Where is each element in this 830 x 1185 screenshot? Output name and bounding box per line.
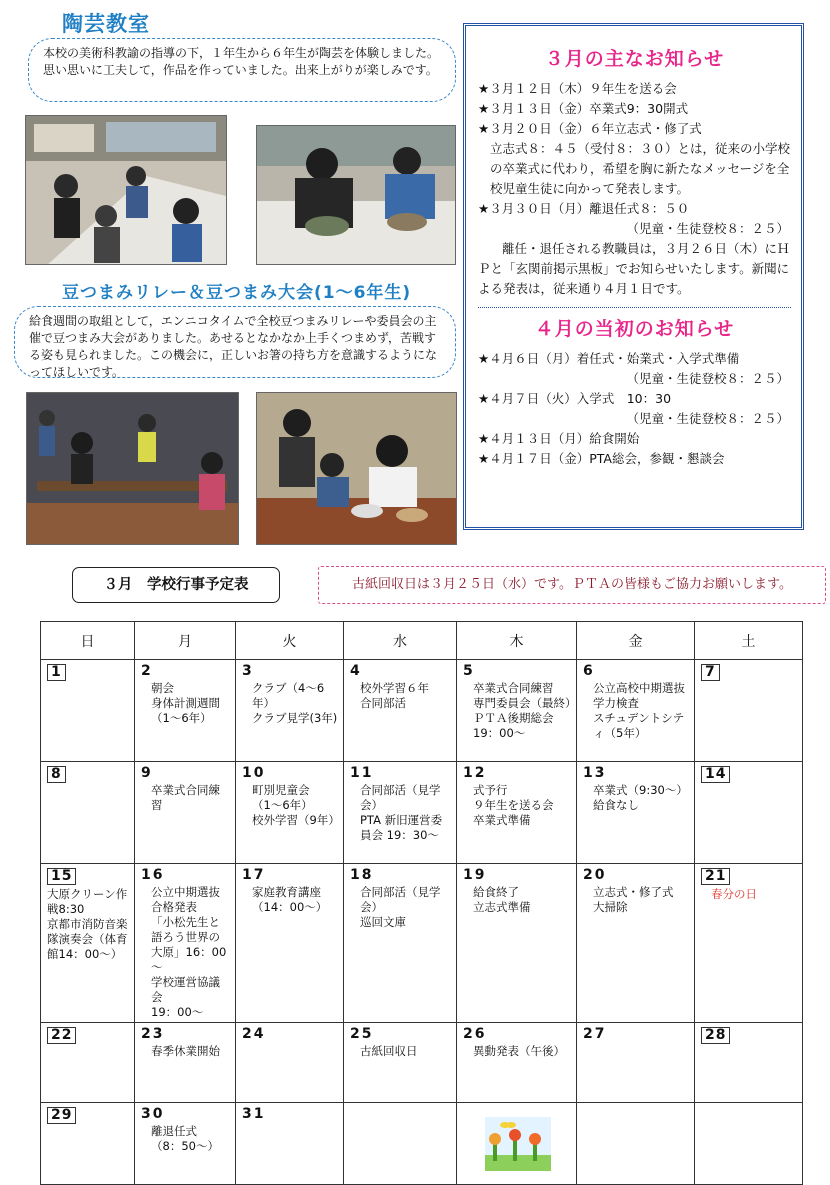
day-number: 14 <box>701 766 730 783</box>
farewell-note: 離任・退任される教職員は，３月２６日（木）にＨＰと「玄関前掲示黒板」でお知らせいたします。新聞による発表は，従来通り４月１日です。 <box>478 241 790 296</box>
day-number: 19 <box>463 867 487 883</box>
march-notice-title: ３月の主なお知らせ <box>544 48 725 70</box>
day-event: 古紙回収日 <box>360 1044 418 1058</box>
calendar-day-cell <box>577 1103 695 1185</box>
day-event: 学校運営協議会 <box>151 975 220 1004</box>
day-event: 「小松先生と語ろう世界の大原」16：00～ <box>151 915 227 974</box>
calendar-day-cell <box>695 660 803 762</box>
day-event: 卒業式合同練習 <box>473 681 554 695</box>
day-number: 17 <box>242 867 266 883</box>
day-number: 31 <box>242 1106 266 1122</box>
calendar-day-cell <box>344 1103 457 1185</box>
calendar-day-cell <box>41 864 135 1023</box>
day-number: 10 <box>242 765 266 781</box>
day-event: 卒業式準備 <box>473 813 531 827</box>
notice-box <box>463 23 804 530</box>
day-event: 給食終了 <box>473 885 519 899</box>
day-event: （1～6年） <box>252 798 313 812</box>
march-item-1: ★３月１２日（木）９年生を送る会 <box>478 81 677 96</box>
risshi-note: 立志式８：４５（受付８：３０）とは，従来の小学校の卒業式に代わり，希望を胸に新たなメッセージを全校児童生徒に向かって発表します。 <box>490 141 791 196</box>
day-event: 式予行 <box>473 783 508 797</box>
weekday-thu: 木 <box>457 622 577 660</box>
day-number: 18 <box>350 867 374 883</box>
day-event: 19：00～ <box>473 726 526 740</box>
calendar-day-cell <box>695 1023 803 1103</box>
calendar-day-cell <box>41 1103 135 1185</box>
day-number: 22 <box>47 1027 76 1044</box>
day-number: 12 <box>463 765 487 781</box>
day-event: ９年生を送る会 <box>473 798 554 812</box>
day-event: （14：00～） <box>252 900 328 914</box>
beans-title: 豆つまみリレー＆豆つまみ大会(1～6年生) <box>62 283 412 303</box>
day-event: 公立中期選抜合格発表 <box>151 885 220 914</box>
calendar-day-cell <box>577 660 695 762</box>
day-event: 合同部活（見学会） <box>360 885 441 914</box>
day-event: 離退任式 <box>151 1124 197 1138</box>
march-item-2: ★３月１３日（金）卒業式9：30開式 <box>478 101 689 116</box>
april-item-2: ★４月７日（火）入学式 10：30 <box>478 391 672 406</box>
spring-flower-illustration <box>483 1115 553 1173</box>
calendar-day-cell <box>41 1023 135 1103</box>
farewell-sub: （児童・生徒登校８：２５） <box>626 221 789 236</box>
day-number: 8 <box>47 766 66 783</box>
day-event: 大掃除 <box>593 900 628 914</box>
day-event: （8：50～） <box>151 1139 219 1153</box>
calendar-day-cell <box>41 660 135 762</box>
calendar-day-cell <box>344 864 457 1023</box>
day-event: 合同部活（見学会） <box>360 783 441 812</box>
day-event: 身体計測週間 <box>151 696 220 710</box>
day-event: 春季休業開始 <box>151 1044 220 1058</box>
day-number: 5 <box>463 663 475 679</box>
weekday-wed: 水 <box>344 622 457 660</box>
day-event: ＰＴＡ後期総会 <box>473 711 554 725</box>
day-event: 町別児童会 <box>252 783 310 797</box>
march-item-3: ★３月２０日（金）６年立志式・修了式 <box>478 121 702 136</box>
day-event: 朝会 <box>151 681 174 695</box>
schedule-title: ３月 学校行事予定表 <box>72 567 280 603</box>
beans-photo-1 <box>26 392 239 545</box>
day-number: 25 <box>350 1026 374 1042</box>
calendar-day-cell <box>344 1023 457 1103</box>
calendar-day-cell <box>695 762 803 864</box>
calendar-day-cell <box>695 1103 803 1185</box>
calendar-day-cell <box>695 864 803 1023</box>
day-event: クラブ見学(3年) <box>252 711 338 725</box>
calendar-day-cell <box>457 1103 577 1185</box>
day-event: 卒業式（9:30～） <box>593 783 688 797</box>
day-number: 27 <box>583 1026 607 1042</box>
day-number: 26 <box>463 1026 487 1042</box>
day-number: 16 <box>141 867 165 883</box>
day-event: 巡回文庫 <box>360 915 406 929</box>
beans-text: 給食週間の取組として，エンニコタイムで全校豆つまみリレーや委員会の主催で豆つまみ大会がありました。あせるとなかなか上手くつまめず，苦戦する姿も見られました。この機会に，正しいお箸の持ち方を意識するようになってほしいです。 <box>14 306 456 378</box>
calendar-week <box>41 762 803 864</box>
march-calendar <box>40 621 803 1185</box>
calendar-week <box>41 864 803 1023</box>
calendar-day-cell <box>457 1023 577 1103</box>
calendar-day-cell <box>236 660 344 762</box>
day-event: 立志式・修了式 <box>593 885 674 899</box>
april-item-1: ★４月６日（月）着任式・始業式・入学式準備 <box>478 351 740 366</box>
calendar-day-cell <box>344 660 457 762</box>
calendar-day-cell <box>577 864 695 1023</box>
day-event: 校外学習（9年） <box>252 813 340 827</box>
calendar-body <box>41 660 803 1185</box>
day-number: 13 <box>583 765 607 781</box>
pottery-photo-2 <box>256 125 456 265</box>
notice-divider <box>478 307 791 308</box>
pottery-text: 本校の美術科教諭の指導の下，１年生から６年生が陶芸を体験しました。思い思いに工夫して，作品を作っていました。出来上がりが楽しみです。 <box>28 38 456 102</box>
calendar-week <box>41 1103 803 1185</box>
april-notice-title: ４月の当初のお知らせ <box>534 318 735 340</box>
day-event: PTA 新旧運営委員会 19：30～ <box>360 813 443 842</box>
day-number: 2 <box>141 663 153 679</box>
day-number: 1 <box>47 664 66 681</box>
day-number: 20 <box>583 867 607 883</box>
day-event: 家庭教育講座 <box>252 885 321 899</box>
calendar-day-cell <box>236 864 344 1023</box>
day-number: 7 <box>701 664 720 681</box>
calendar-day-cell <box>135 660 236 762</box>
beans-photo-2 <box>256 392 457 545</box>
calendar-day-cell <box>41 762 135 864</box>
day-number: 6 <box>583 663 595 679</box>
calendar-day-cell <box>135 1103 236 1185</box>
day-event: 公立高校中期選抜 <box>593 681 685 695</box>
weekday-fri: 金 <box>577 622 695 660</box>
day-event: 春分の日 <box>711 887 757 901</box>
day-event: （1～6年） <box>151 711 212 725</box>
weekday-tue: 火 <box>236 622 344 660</box>
april-item-3: ★４月１３日（月）給食開始 <box>478 431 640 446</box>
calendar-day-cell <box>457 864 577 1023</box>
calendar-day-cell <box>135 1023 236 1103</box>
day-event: 19：00～ <box>151 1005 204 1019</box>
day-event: 学力検査 <box>593 696 639 710</box>
paper-collection-note: 古紙回収日は３月２５日（水）です。ＰＴＡの皆様もご協力お願いします。 <box>318 566 826 604</box>
day-event: クラブ（4～6年） <box>252 681 325 710</box>
weekday-sun: 日 <box>41 622 135 660</box>
calendar-day-cell <box>236 1023 344 1103</box>
april-item-2-sub: （児童・生徒登校８：２５） <box>626 411 789 426</box>
day-number: 4 <box>350 663 362 679</box>
april-item-1-sub: （児童・生徒登校８：２５） <box>626 371 789 386</box>
day-event: 卒業式合同練習 <box>151 783 220 812</box>
day-number: 15 <box>47 868 76 885</box>
day-number: 3 <box>242 663 254 679</box>
calendar-day-cell <box>135 762 236 864</box>
day-number: 24 <box>242 1026 266 1042</box>
april-item-4: ★４月１７日（金）PTA総会，参観・懇談会 <box>478 451 725 466</box>
calendar-day-cell <box>577 762 695 864</box>
day-event: 大原クリーン作戦8:30 <box>47 887 128 916</box>
day-number: 11 <box>350 765 374 781</box>
day-event: 京都市消防音楽隊演奏会（体育館14：00～） <box>47 917 128 961</box>
day-event: 立志式準備 <box>473 900 531 914</box>
pottery-photo-1 <box>25 115 227 265</box>
day-number: 29 <box>47 1107 76 1124</box>
day-number: 28 <box>701 1027 730 1044</box>
calendar-day-cell <box>577 1023 695 1103</box>
calendar-week <box>41 660 803 762</box>
day-number: 23 <box>141 1026 165 1042</box>
weekday-sat: 土 <box>695 622 803 660</box>
weekday-mon: 月 <box>135 622 236 660</box>
calendar-day-cell <box>236 1103 344 1185</box>
day-event: 合同部活 <box>360 696 406 710</box>
day-event: 異動発表（午後） <box>473 1044 565 1058</box>
day-number: 21 <box>701 868 730 885</box>
day-event: 校外学習６年 <box>360 681 429 695</box>
calendar-day-cell <box>135 864 236 1023</box>
calendar-day-cell <box>344 762 457 864</box>
calendar-week <box>41 1023 803 1103</box>
calendar-day-cell <box>236 762 344 864</box>
calendar-day-cell <box>457 762 577 864</box>
day-number: 30 <box>141 1106 165 1122</box>
pottery-title: 陶芸教室 <box>62 12 150 36</box>
farewell-item: ★３月３０日（月）離退任式８：５０ <box>478 201 690 216</box>
day-number: 9 <box>141 765 153 781</box>
day-event: スチュデントシティ（5年） <box>593 711 685 740</box>
day-event: 専門委員会（最終） <box>473 696 577 710</box>
day-event: 給食なし <box>593 798 639 812</box>
calendar-day-cell <box>457 660 577 762</box>
